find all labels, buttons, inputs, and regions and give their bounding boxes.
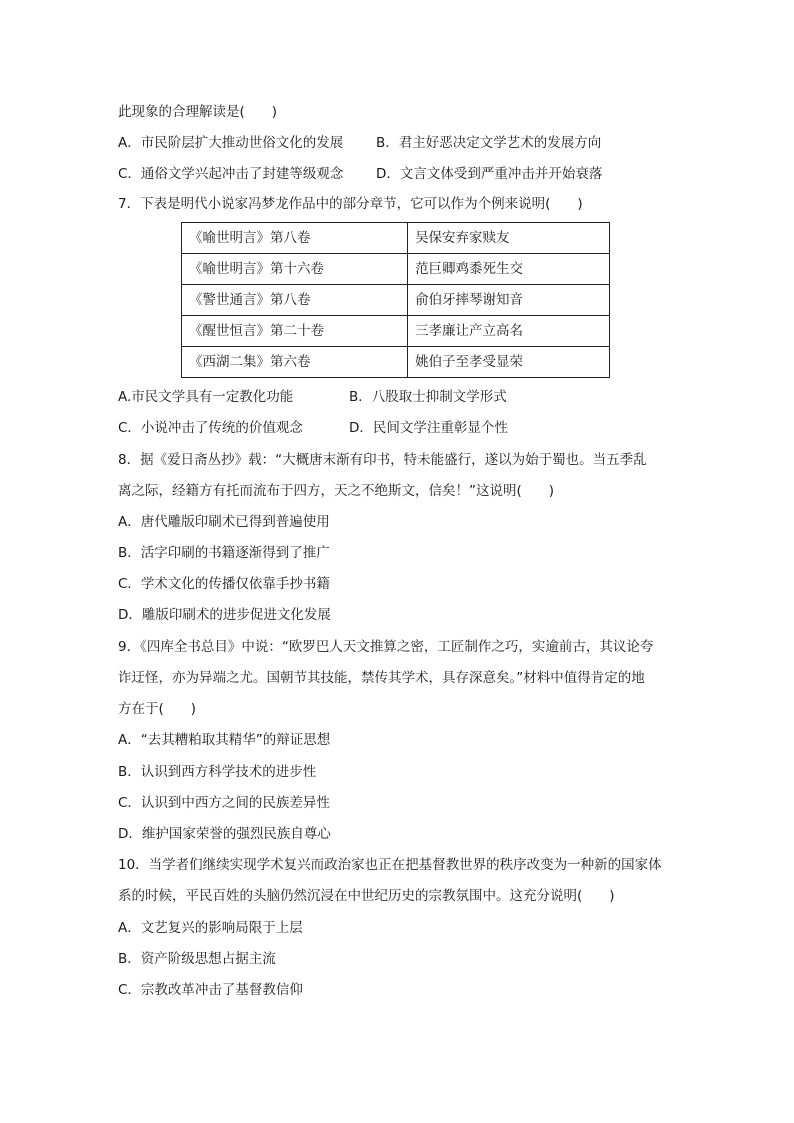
q6-option-c[interactable]: C．通俗文学兴起冲击了封建等级观念 bbox=[118, 166, 344, 182]
table-cell-chapter: 吴保安弃家赎友 bbox=[408, 223, 610, 254]
table-row bbox=[182, 347, 610, 378]
q7-option-a[interactable]: A.市民文学具有一定教化功能 bbox=[118, 389, 294, 405]
q6-option-d[interactable]: D．文言文体受到严重冲击并开始衰落 bbox=[376, 166, 603, 182]
q10-stem-line-2: 系的时候，平民百姓的头脑仍然沉浸在中世纪历史的宗教氛围中。这充分说明( ) bbox=[118, 888, 615, 904]
q8-option-a[interactable]: A．唐代雕版印刷术已得到普遍使用 bbox=[118, 514, 330, 530]
q9-stem-line-1: 9．《四库全书总目》中说：“欧罗巴人天文推算之密，工匠制作之巧，实逾前古，其议论夸 bbox=[118, 639, 654, 655]
q9-option-b[interactable]: B．认识到西方科学技术的进步性 bbox=[118, 764, 317, 780]
table-row bbox=[182, 285, 610, 316]
q10-option-a[interactable]: A．文艺复兴的影响局限于上层 bbox=[118, 920, 303, 936]
table-cell-chapter: 三孝廉让产立高名 bbox=[408, 316, 610, 347]
q8-option-c[interactable]: C．学术文化的传播仅依靠手抄书籍 bbox=[118, 576, 330, 592]
table-row bbox=[182, 254, 610, 285]
q8-stem-line-1: 8．据《爱日斋丛抄》载：“大概唐末渐有印书，特未能盛行，遂以为始于蜀也。当五季乱 bbox=[118, 452, 647, 468]
q7-option-b[interactable]: B．八股取士抑制文学形式 bbox=[349, 389, 507, 405]
table-cell-work: 《喻世明言》第十六卷 bbox=[182, 254, 408, 285]
table-cell-chapter: 姚伯子至孝受显荣 bbox=[408, 347, 610, 378]
q6-option-b[interactable]: B．君主好恶决定文学艺术的发展方向 bbox=[376, 135, 602, 151]
q7-option-d[interactable]: D．民间文学注重彰显个性 bbox=[349, 420, 508, 436]
table-cell-chapter: 俞伯牙摔琴谢知音 bbox=[408, 285, 610, 316]
q6-option-a[interactable]: A．市民阶层扩大推动世俗文化的发展 bbox=[118, 135, 344, 151]
table-cell-work: 《西湖二集》第六卷 bbox=[182, 347, 408, 378]
q9-option-c[interactable]: C．认识到中西方之间的民族差异性 bbox=[118, 795, 330, 811]
q6-stem: 此现象的合理解读是( ) bbox=[118, 104, 278, 120]
table-row bbox=[182, 223, 610, 254]
q7-option-c[interactable]: C．小说冲击了传统的价值观念 bbox=[118, 420, 303, 436]
q10-stem-line-1: 10．当学者们继续实现学术复兴而政治家也正在把基督教世界的秩序改变为一种新的国家体 bbox=[118, 857, 662, 873]
q8-option-b[interactable]: B．活字印刷的书籍逐渐得到了推广 bbox=[118, 545, 330, 561]
table-row bbox=[182, 316, 610, 347]
q8-stem-line-2: 离之际，经籍方有托而流布于四方，天之不绝斯文，信矣！”这说明( ) bbox=[118, 483, 555, 499]
table-cell-work: 《醒世恒言》第二十卷 bbox=[182, 316, 408, 347]
q10-option-c[interactable]: C．宗教改革冲击了基督教信仰 bbox=[118, 982, 303, 998]
q7-table bbox=[181, 222, 610, 378]
q8-option-d[interactable]: D．雕版印刷术的进步促进文化发展 bbox=[118, 607, 331, 623]
q9-option-d[interactable]: D．维护国家荣誉的强烈民族自尊心 bbox=[118, 826, 331, 842]
q9-option-a[interactable]: A．“去其糟粕取其精华”的辩证思想 bbox=[118, 732, 331, 748]
table-cell-work: 《警世通言》第八卷 bbox=[182, 285, 408, 316]
q9-stem-line-3: 方在于( ) bbox=[118, 701, 197, 717]
q9-stem-line-2: 诈迂怪，亦为异端之尤。国朝节其技能，禁传其学术，具存深意矣。”材料中值得肯定的地 bbox=[118, 670, 645, 686]
q10-option-b[interactable]: B．资产阶级思想占据主流 bbox=[118, 951, 276, 967]
q7-stem: 7．下表是明代小说家冯梦龙作品中的部分章节，它可以作为个例来说明( ) bbox=[118, 196, 583, 212]
table-cell-chapter: 范巨卿鸡黍死生交 bbox=[408, 254, 610, 285]
table-cell-work: 《喻世明言》第八卷 bbox=[182, 223, 408, 254]
